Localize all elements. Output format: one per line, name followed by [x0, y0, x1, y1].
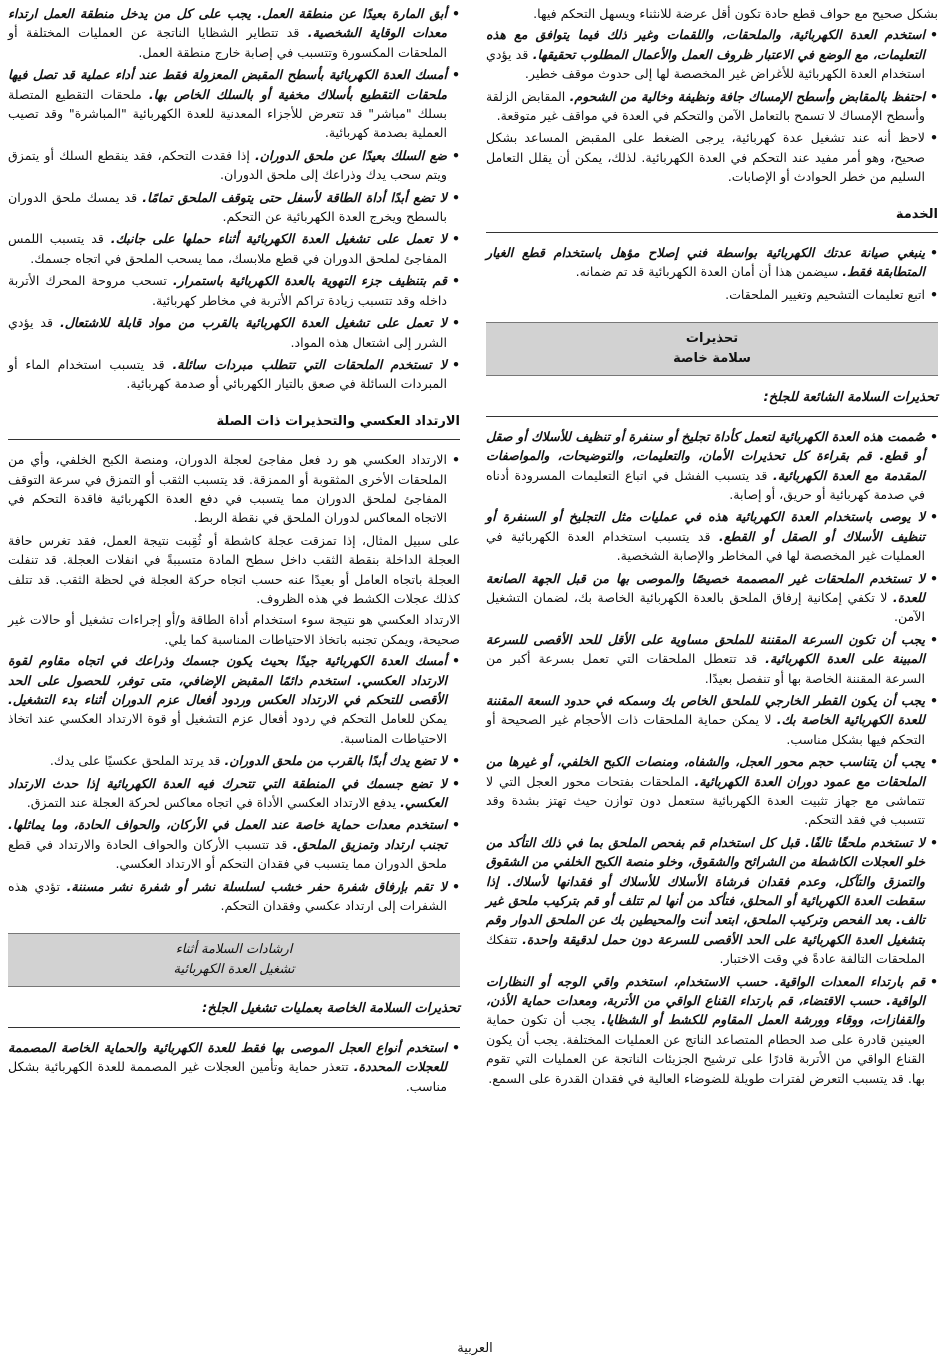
work-area-bullets — [8, 4, 460, 394]
bullet-item: • أمسك العدة الكهربائية جيدًا بحيث يكون جسمك وذراعك في اتجاه مقاوم لقوة الارتداد العكسي. استخدم دائمًا المقبض الإضافي، متى توفر، للحصول على الحد الأقصى للتحكم في الارتداد العكس وردود أفعال عزم الدوران أثناء بدء التشغيل. يمكن للعامل التحكم في ردود أفعال عزم التشغيل أو قوة الارتداد العكسي عند اتخاذ الاحتياطات المناسبة. — [8, 651, 460, 748]
kickback-paragraph: الارتداد العكسي هو نتيجة سوء استخدام أداة الطاقة و/أو إجراءات تشغيل أو حالات غير صحيحة، ويمكن تجنبه باتخاذ الاحتياطات المناسبة كما يلي. — [8, 612, 460, 647]
intro-text: بشكل صحيح مع حواف قطع حادة تكون أقل عرضة للانثناء ويسهل التحكم فيها. — [533, 6, 938, 21]
bullet-item: • لا تضع جسمك في المنطقة التي تتحرك فيه العدة الكهربائية إذا حدث الارتداد العكسي. يدفع الارتداد العكسي الأداة في اتجاه معاكس لحركة العجلة عند التمزق. — [8, 774, 460, 813]
bullet-item: • يجب أن يكون القطر الخارجي للملحق الخاص بك وسمكه في حدود السعة المقننة للعدة الكهربائية الخاصة بك. لا يمكن حماية الملحقات ذات الأحجام غير الصحيحة أو التحكم فيها بشكل مناسب. — [486, 691, 938, 749]
bullet-item: • لا يوصى باستخدام العدة الكهربائية هذه في عمليات مثل التجليخ أو السنفرة أو تنظيف الأسلاك أو الصقل أو القطع. قد يتسبب استخدام العدة الكهربائية في العمليات غير المخصصة لها في المخاطر والإصابة الشخصية. — [486, 507, 938, 565]
kickback-bullets — [8, 651, 460, 915]
bullet-item: • ينبغي صيانة عدتك الكهربائية بواسطة فني إصلاح مؤهل باستخدام قطع الغيار المتطابقة فقط. سيضمن هذا أن أمان العدة الكهربائية قد تم ضمانه. — [486, 243, 938, 282]
bullet-item: • استخدم العدة الكهربائية، والملحقات، واللقمات وغير ذلك فيما يتوافق مع هذه التعليمات، مع الوضع في الاعتبار ظروف العمل والأعمال المطلوب تحقيقها. قد يؤدي استخدام العدة الكهربائية للأغراض غير المخصصة لها إلى حدوث موقف خطير. — [486, 25, 938, 83]
bullet-item: • لاحظ أنه عند تشغيل عدة كهربائية، يرجى الضغط على المقبض المساعد بشكل صحيح، وهو أمر مفيد عند التحكم في العدة الكهربائية. لذلك، يمكن أن يقلل التعامل السليم من خطر الحوادث أو الإصابات. — [486, 128, 938, 186]
kickback-paragraph: • الارتداد العكسي هو رد فعل مفاجئ لعجلة الدوران، ومنصة الكبح الخلفي، وأي من الملحقات الأخرى المثقوبة أو الممزقة. قد يتسبب الثقب أو التمزق في سرعة التوقف المفاجئ لملحق الدوران مما يتسبب في دفع العدة الكهربائية فاقدة التحكم في الاتجاه المعاكس لدوران الملحق في نقطة الربط. — [8, 450, 460, 528]
bullet-item: • قم بارتداء المعدات الواقية. حسب الاستخدام، استخدم واقي الوجه أو النظارات الواقية. حسب الاقتضاء، قم بارتداء القناع الواقي من الأتربة، ومعدات حماية الأذن، والقفازات، ووقاء وورشة العمل المقاوم للكشط أو الشظايا. يجب أن تكون حماية العينين قادرة على صد الحطام المتصاعد الناتج عن العمليات المختلفة. يجب أن يكون القناع الواقي من الأتربة قادرًا على ترشيح الجزيئات الناتجة عن العمليات التي تقوم بها. قد يتسبب التعرض لفترات طويلة للضوضاء العالية في فقدان القدرة على السمع. — [486, 972, 938, 1088]
operation-safety-banner — [8, 933, 460, 987]
divider — [8, 439, 460, 440]
bullet-item: • أمسك العدة الكهربائية بأسطح المقبض المعزولة فقط عند أداء عملية قد تصل فيها ملحقات التقطيع بأسلاك مخفية أو بالسلك الخاص بها. ملحقات التقطيع المتصلة بسلك "مباشر" قد تتعرض للأجزاء المعدنية للعدة الكهربائية "المباشرة" وقد تصيب العملية بصدمة كهربائية. — [8, 65, 460, 143]
divider — [486, 232, 938, 233]
kickback-paragraph: على سبيل المثال، إذا تمزقت عجلة كاشطة أو ثُقِبت نتيجة العمل، فقد تغرس حافة العجلة الداخلة بنقطة الثقب داخل سطح المادة متسببةً في انفلات العجلة. قد تنفلت العجلة باتجاه العامل أو بعيدًا عنه حسب اتجاه حركة العجلة في لحظة الثقب. قد تتلف كذلك عجلات الكشط في هذه الظروف. — [8, 532, 460, 606]
bullet-item: • استخدم معدات حماية خاصة عند العمل في الأركان، والحواف الحادة، وما يماثلها. تجنب ارتداد وتمزيق الملحق. قد تتسبب الأركان والحواف الحادة والارتداد في قطع ملحق الدوران مما يتسبب في فقدان التحكم أو الارتداد العكسي. — [8, 815, 460, 873]
bullet-item: • يجب أن تكون السرعة المقننة للملحق مساوية على الأقل للحد الأقصى للسرعة المبينة على العدة الكهربائية. قد تتعطل الملحقات التي تعمل بسرعة أكبر من السرعة المقننة الخاصة بها أو تنفصل بعيدًا. — [486, 630, 938, 688]
usage-bullets — [486, 25, 938, 186]
divider — [486, 416, 938, 417]
bullet-item: • اتبع تعليمات التشحيم وتغيير الملحقات. — [486, 285, 938, 304]
special-safety-banner — [486, 322, 938, 376]
grinding-warnings-heading: تحذيرات السلامة الخاصة بعمليات تشغيل الجلخ: — [202, 1001, 460, 1017]
bullet-item: • ضع السلك بعيدًا عن ملحق الدوران. إذا فقدت التحكم، فقد ينقطع السلك أو يتمزق ويتم سحب يدك وذراعك إلى ملحق الدوران. — [8, 146, 460, 185]
bullet-item: • قم بتنظيف جزء التهوية بالعدة الكهربائية باستمرار. تسحب مروحة المحرك الأتربة داخله وقد تتسبب زيادة تراكم الأتربة في مخاطر كهربائية. — [8, 271, 460, 310]
right-column — [486, 4, 938, 1091]
common-warnings-heading: تحذيرات السلامة الشائعة للجلخ: — [763, 390, 938, 406]
bullet-item: • استخدم أنواع العجل الموصى بها فقط للعدة الكهربائية والحماية الخاصة المصممة للعجلات المحددة. تتعذر حماية وتأمين العجلات غير المصممة للعدة الكهربائية بشكل مناسب. — [8, 1038, 460, 1096]
bullet-item: • لا تعمل على تشغيل العدة الكهربائية بالقرب من مواد قابلة للاشتعال. قد يؤدي الشرر إلى اشتعال هذه المواد. — [8, 313, 460, 352]
service-heading: الخدمة — [895, 206, 938, 222]
grinding-bullets — [8, 1038, 460, 1096]
bullet-item: • أبق المارة بعيدًا عن منطقة العمل. يجب على كل من يدخل منطقة العمل ارتداء معدات الوقاية الشخصية. قد تتطاير الشظايا الناتجة عن العمليات المختلفة أو الملحقات المكسورة وتتسبب في إصابة خارج منطقة العمل. — [8, 4, 460, 62]
bullet-item: • لا تستخدم الملحقات غير المصممة خصيصًا والموصى بها من قبل الجهة الصانعة للعدة. لا تكفي إمكانية إرفاق الملحق بالعدة الكهربائية الخاصة بك، لضمان التشغيل الآمن. — [486, 569, 938, 627]
bullet-item: • احتفظ بالمقابض وأسطح الإمساك جافة ونظيفة وخالية من الشحوم. المقابض الزلقة وأسطح الإمساك لا تسمح بالتعامل الآمن والتحكم في العدة في مواقف غير متوقعة. — [486, 87, 938, 126]
banner-subtitle: سلامة خاصة — [673, 351, 751, 367]
banner-title: ارشادات السلامة أثناء — [175, 942, 293, 958]
kickback-heading: الارتداد العكسي والتحذيرات ذات الصلة — [216, 413, 460, 429]
banner-subtitle: تشغيل العدة الكهربائية — [173, 962, 295, 978]
banner-title: تحذيرات — [685, 331, 739, 347]
page-footer-language: العربية — [457, 1341, 493, 1356]
kickback-intro — [8, 450, 460, 649]
divider — [8, 1027, 460, 1028]
bullet-item: • لا تستخدم ملحقًا تالفًا. قبل كل استخدام قم بفحص الملحق بما في ذلك التأكد من خلو العجلات الكاشطة من الشرائح والشقوق، وخلو منصة الكبح الخلفي من الشقوق والتمزق والتآكل، وعدم فقدان فرشاة الأسلاك للأسلاك أو فقدانها لأسلاك. إذا سقطت العدة الكهربائية أو المحلق، فتأكد من أنها لم تتلف أو قم بتركيب ملحق غير تالف. بعد الفحص وتركيب الملحق، ابتعد أنت والمحيطين بك عن الملحق الدوار وقم بتشغيل العدة الكهربائية على الحد الأقصى للسرعة دون حمل لدقيقة واحدة. تتفكك الملحقات التالفة عادةً في وقت الاختبار. — [486, 833, 938, 969]
bullet-item: • لا تضع أبدًا أداة الطاقة لأسفل حتى يتوقف الملحق تمامًا. قد يمسك ملحق الدوران بالسطح ويخرج العدة الكهربائية عن التحكم. — [8, 188, 460, 227]
service-bullets — [486, 243, 938, 304]
bullet-item: • لا تستخدم الملحقات التي تتطلب مبردات سائلة. قد يتسبب استخدام الماء أو المبردات السائلة في صعق بالتيار الكهربائي أو صدمة كهربائية. — [8, 355, 460, 394]
bullet-item: • يجب أن يتناسب حجم محور العجل، والشفاه، ومنصات الكبح الخلفي، أو غيرها من الملحقات مع عمود دوران العدة الكهربائية. الملحقات بفتحات محور العجل التي لا تتماشى مع جهاز تثبيت العدة الكهربائية ستعمل دون توازن حيث تهتز بشدة وقد تتسبب في فقد التحكم. — [486, 752, 938, 830]
bullet-item: • لا تقم بإرفاق شفرة حفر خشب لسلسلة نشر أو شفرة نشر مسننة. تؤدي هذه الشفرات إلى ارتداد عكسي وفقدان التحكم. — [8, 877, 460, 916]
bullet-item: • لا تعمل على تشغيل العدة الكهربائية أثناء حملها على جانبك. قد يتسبب اللمس المفاجئ لملحق الدوران في قطع ملابسك، مما يسحب الملحق في اتجاه جسمك. — [8, 229, 460, 268]
bullet-item: • لا تضع يدك أبدًا بالقرب من ملحق الدوران. قد يرتد الملحق عكسيًا على يدك. — [8, 751, 460, 770]
common-warnings-bullets — [486, 427, 938, 1088]
left-column — [8, 4, 460, 1099]
bullet-item: • صُممت هذه العدة الكهربائية لتعمل كأداة تجليخ أو سنفرة أو تنظيف للأسلاك أو صقل أو قطع. قم بقراءة كل تحذيرات الأمان، والتعليمات، والتوضيحات، والمواصفات المقدمة مع العدة الكهربائية. قد يتسبب الفشل في اتباع التعليمات المسرودة أدناه في صدمة كهربائية أو حريق، أو إصابة. — [486, 427, 938, 505]
